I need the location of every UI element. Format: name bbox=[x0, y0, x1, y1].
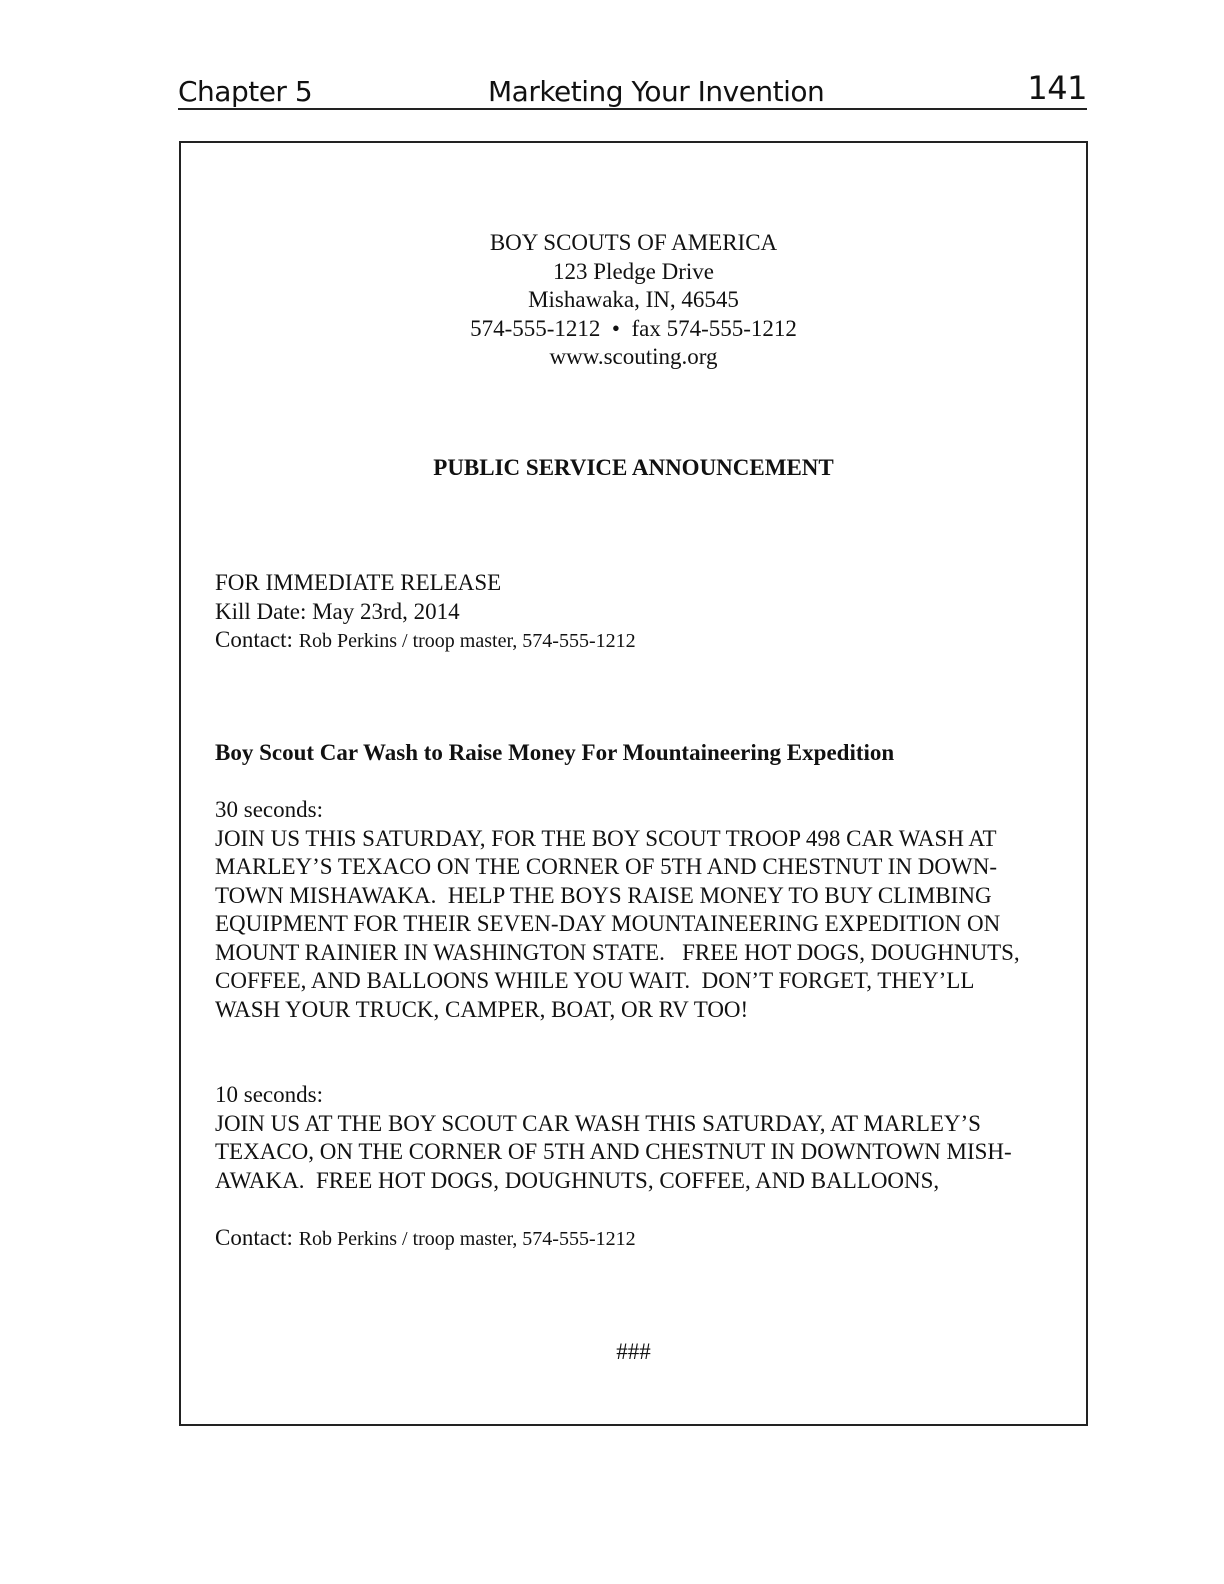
closing-contact-line bbox=[215, 1224, 1065, 1254]
kill-date: Kill Date: May 23rd, 2014 bbox=[215, 598, 460, 624]
spot-10-line: JOIN US AT THE BOY SCOUT CAR WASH THIS SATURDAY, AT MARLEY’S bbox=[215, 1110, 981, 1136]
chapter-title: Marketing Your Invention bbox=[488, 75, 825, 108]
spot-10-label: 10 seconds: bbox=[215, 1082, 323, 1107]
city-address: Mishawaka, IN, 46545 bbox=[528, 287, 739, 312]
spot-30-line: JOIN US THIS SATURDAY, FOR THE BOY SCOUT TROOP 498 CAR WASH AT bbox=[215, 825, 997, 851]
website: www.scouting.org bbox=[549, 344, 718, 369]
spot-30-label: 30 seconds: bbox=[215, 797, 323, 822]
spot-10-line: AWAKA. FREE HOT DOGS, DOUGHNUTS, COFFEE, AND BALLOONS, bbox=[215, 1167, 940, 1193]
spot-30-seconds bbox=[215, 796, 1065, 1024]
end-mark bbox=[181, 1338, 1086, 1367]
letterhead bbox=[181, 229, 1086, 372]
spot-30-line: MARLEY’S TEXACO ON THE CORNER OF 5TH AND CHESTNUT IN DOWN- bbox=[215, 854, 997, 879]
spot-30-line: EQUIPMENT FOR THEIR SEVEN-DAY MOUNTAINEERING EXPEDITION ON bbox=[215, 911, 1001, 936]
closing-contact-label: Contact: bbox=[215, 1225, 293, 1250]
running-header bbox=[178, 70, 1087, 110]
spot-30-line: TOWN MISHAWAKA. HELP THE BOYS RAISE MONEY TO BUY CLIMBING bbox=[215, 882, 992, 908]
page-number: 141 bbox=[1027, 69, 1087, 107]
headline-text: Boy Scout Car Wash to Raise Money For Mountaineering Expedition bbox=[215, 740, 895, 765]
spot-10-line: TEXACO, ON THE CORNER OF 5TH AND CHESTNUT IN DOWNTOWN MISH- bbox=[215, 1139, 1012, 1164]
spot-10-seconds bbox=[215, 1081, 1065, 1195]
closing-contact-value: Rob Perkins / troop master, 574-555-1212 bbox=[298, 1228, 636, 1250]
street-address: 123 Pledge Drive bbox=[553, 258, 714, 284]
phone-fax: 574-555-1212 • fax 574-555-1212 bbox=[470, 315, 797, 341]
contact-value: Rob Perkins / troop master, 574-555-1212 bbox=[298, 630, 636, 652]
announcement-title-text: PUBLIC SERVICE ANNOUNCEMENT bbox=[433, 455, 834, 480]
press-release-frame bbox=[179, 141, 1088, 1426]
end-mark-text: ### bbox=[616, 1339, 651, 1364]
spot-30-line: MOUNT RAINIER IN WASHINGTON STATE. FREE HOT DOGS, DOUGHNUTS, bbox=[215, 939, 1020, 965]
chapter-label: Chapter 5 bbox=[178, 75, 313, 108]
announcement-title bbox=[181, 454, 1086, 483]
release-line: FOR IMMEDIATE RELEASE bbox=[215, 570, 502, 595]
spot-30-line: COFFEE, AND BALLOONS WHILE YOU WAIT. DON’T FORGET, THEY’LL bbox=[215, 968, 975, 993]
release-info bbox=[215, 569, 1065, 656]
contact-label: Contact: bbox=[215, 627, 293, 652]
organization-name: BOY SCOUTS OF AMERICA bbox=[489, 230, 778, 255]
closing-contact bbox=[215, 1224, 1065, 1254]
spot-30-line: WASH YOUR TRUCK, CAMPER, BOAT, OR RV TOO! bbox=[215, 996, 749, 1022]
headline bbox=[215, 739, 1065, 768]
contact-line bbox=[215, 626, 1065, 656]
